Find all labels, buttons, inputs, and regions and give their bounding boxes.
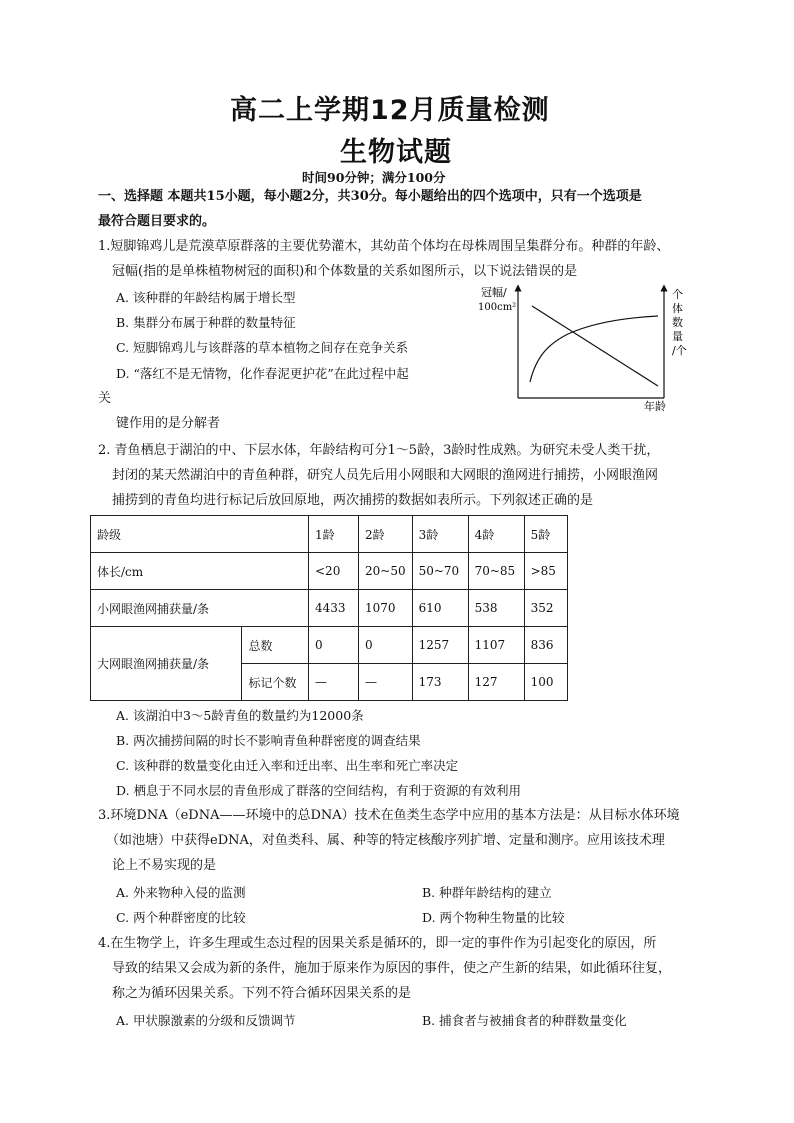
right-y-label-2: 体 xyxy=(672,302,683,315)
age-3: 3龄 xyxy=(412,516,468,553)
q2-option-b: B. 两次捕捞间隔的时长不影响青鱼种群密度的调查结果 xyxy=(116,733,421,748)
table-row xyxy=(91,627,568,664)
table-cell: 352 xyxy=(524,590,567,627)
table-row xyxy=(91,553,568,590)
q1-option-d-wrap2: 键作用的是分解者 xyxy=(116,416,221,431)
exam-info: 时间90分钟；满分100分 xyxy=(302,170,446,185)
q3-stem-line2: （如池塘）中获得eDNA，对鱼类科、属、种等的特定核酸序列扩增、定量和测序。应用该技术理 xyxy=(106,833,665,848)
table-cell: 50~70 xyxy=(412,553,468,590)
table-cell: 0 xyxy=(359,627,413,664)
section-heading: 一、选择题 本题共15小题，每小题2分，共30分。每小题给出的四个选项中，只有一个选项是 xyxy=(98,189,642,204)
table-cell: >85 xyxy=(524,553,567,590)
table-cell: 1257 xyxy=(412,627,468,664)
table-cell: — xyxy=(359,664,413,701)
table-cell: 1107 xyxy=(468,627,524,664)
q3-stem-line1: 3.环境DNA（eDNA——环境中的总DNA）技术在鱼类生态学中应用的基本方法是：从目标水体环境 xyxy=(98,808,680,823)
right-y-label-5: /个 xyxy=(672,344,687,357)
table-cell: 100 xyxy=(524,664,567,701)
right-y-label-4: 量 xyxy=(672,330,683,343)
q1-chart xyxy=(470,282,700,412)
age-5: 5龄 xyxy=(524,516,567,553)
population-count-line xyxy=(532,306,658,386)
q4-stem-line3: 称之为循环因果关系。下列不符合循环因果关系的是 xyxy=(112,986,412,1001)
left-y-label-1: 冠幅/ xyxy=(481,286,507,299)
large-net-header: 大网眼渔网捕获量/条 xyxy=(91,627,242,701)
length-header: 体长/cm xyxy=(91,553,309,590)
table-cell: 173 xyxy=(412,664,468,701)
q3-option-d: D. 两个物种生物量的比较 xyxy=(422,910,565,925)
table-cell: 4433 xyxy=(309,590,359,627)
section-heading-cont: 最符合题目要求的。 xyxy=(98,214,216,229)
small-net-header: 小网眼渔网捕获量/条 xyxy=(91,590,309,627)
table-cell: 836 xyxy=(524,627,567,664)
marked-header: 标记个数 xyxy=(242,664,309,701)
q3-option-a: A. 外来物种入侵的监测 xyxy=(116,885,246,900)
q2-stem-line3: 捕捞到的青鱼均进行标记后放回原地，两次捕捞的数据如表所示。下列叙述正确的是 xyxy=(112,493,594,508)
q4-stem-line1: 4.在生物学上，许多生理或生态过程的因果关系是循环的，即一定的事件作为引起变化的原因，所 xyxy=(98,936,657,951)
total-header: 总数 xyxy=(242,627,309,664)
table-cell: 70~85 xyxy=(468,553,524,590)
table-row xyxy=(91,590,568,627)
q1-option-c: C. 短脚锦鸡儿与该群落的草本植物之间存在竞争关系 xyxy=(116,340,409,355)
table-cell: — xyxy=(309,664,359,701)
q4-stem-line2: 导致的结果又会成为新的条件，施加于原来作为原因的事件，使之产生新的结果，如此循环往复， xyxy=(112,961,672,976)
q2-data-table xyxy=(90,515,568,701)
right-y-label-1: 个 xyxy=(672,288,683,301)
age-1: 1龄 xyxy=(309,516,359,553)
age-4: 4龄 xyxy=(468,516,524,553)
table-row xyxy=(91,516,568,553)
table-cell: <20 xyxy=(309,553,359,590)
table-cell: 20~50 xyxy=(359,553,413,590)
q4-option-b: B. 捕食者与被捕食者的种群数量变化 xyxy=(422,1013,627,1028)
q1-option-b: B. 集群分布属于种群的数量特征 xyxy=(116,315,296,330)
subject-title: 生物试题 xyxy=(340,137,452,168)
q3-option-c: C. 两个种群密度的比较 xyxy=(116,910,246,925)
q3-option-b: B. 种群年龄结构的建立 xyxy=(422,885,552,900)
left-y-label-2: 100cm² xyxy=(478,302,517,313)
q2-stem-line2: 封闭的某天然湖泊中的青鱼种群，研究人员先后用小网眼和大网眼的渔网进行捕捞，小网眼渔网 xyxy=(112,468,659,483)
q1-option-d-wrap: 关 xyxy=(98,391,112,406)
age-2: 2龄 xyxy=(359,516,413,553)
q4-option-a: A. 甲状腺激素的分级和反馈调节 xyxy=(116,1013,296,1028)
age-header: 龄级 xyxy=(91,516,309,553)
right-y-label-3: 数 xyxy=(672,316,683,329)
crown-width-curve xyxy=(530,316,658,382)
q3-stem-line3: 论上不易实现的是 xyxy=(112,858,217,873)
table-cell: 1070 xyxy=(359,590,413,627)
exam-title: 高二上学期12月质量检测 xyxy=(230,95,550,126)
table-cell: 0 xyxy=(309,627,359,664)
q2-option-a: A. 该湖泊中3～5龄青鱼的数量约为12000条 xyxy=(116,708,364,723)
q2-option-d: D. 栖息于不同水层的青鱼形成了群落的空间结构，有利于资源的有效利用 xyxy=(116,783,522,798)
q1-option-d: D. “落红不是无情物，化作春泥更护花”在此过程中起 xyxy=(116,366,409,381)
q2-stem-line1: 2. 青鱼栖息于湖泊的中、下层水体，年龄结构可分1～5龄，3龄时性成熟。为研究未受人类干扰， xyxy=(98,443,660,458)
q2-option-c: C. 该种群的数量变化由迁入率和迁出率、出生率和死亡率决定 xyxy=(116,758,459,773)
table-cell: 127 xyxy=(468,664,524,701)
q1-stem-line2: 冠幅(指的是单株植物树冠的面积)和个体数量的关系如图所示，以下说法错误的是 xyxy=(112,264,578,279)
q1-stem-line1: 1.短脚锦鸡儿是荒漠草原群落的主要优势灌木，其幼苗个体均在母株周围呈集群分布。种群的年龄、 xyxy=(98,239,670,254)
x-axis-label: 年龄 xyxy=(644,400,666,412)
table-cell: 538 xyxy=(468,590,524,627)
q1-option-a: A. 该种群的年龄结构属于增长型 xyxy=(116,290,296,305)
table-cell: 610 xyxy=(412,590,468,627)
